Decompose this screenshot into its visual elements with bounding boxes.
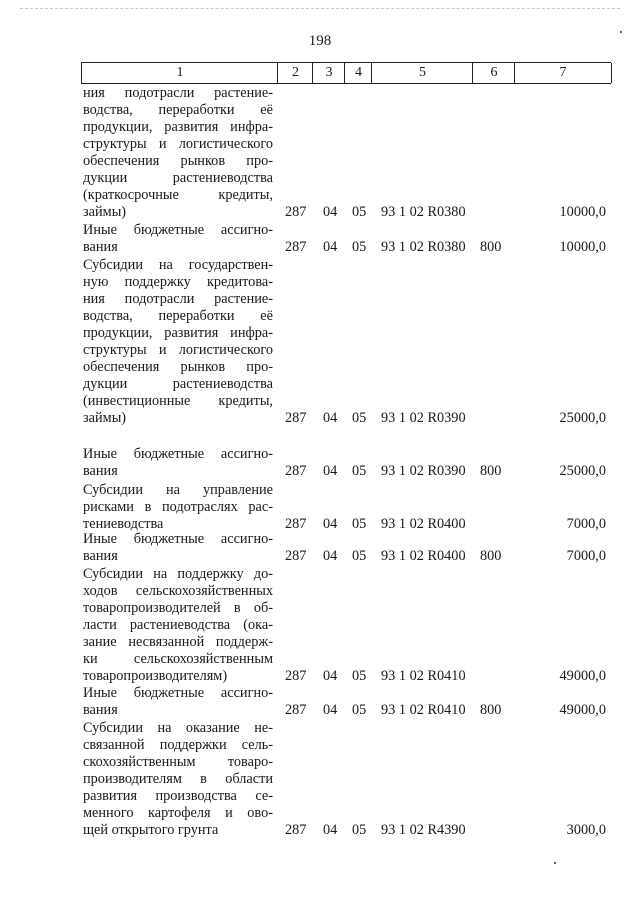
row-description [83, 222, 273, 256]
header-col-7: 7 [514, 63, 612, 83]
cell-ministry-code: 287 [285, 463, 307, 479]
description-line: товаропроизводителей в об- [83, 600, 273, 616]
description-line: продукции, развития инфра- [83, 325, 273, 341]
cell-section-code: 04 [323, 702, 338, 718]
header-col-1: 1 [81, 63, 278, 83]
cell-amount: 25000,0 [559, 463, 606, 479]
description-line: товаропроизводителям) [83, 668, 228, 684]
cell-ministry-code: 287 [285, 668, 307, 684]
cell-target-article: 93 1 02 R0390 [381, 463, 466, 479]
description-line: дукции растениеводства [83, 170, 273, 186]
cell-target-article: 93 1 02 R0380 [381, 204, 466, 220]
scan-top-rule [20, 8, 620, 9]
cell-section-code: 04 [323, 410, 338, 426]
cell-target-article: 93 1 02 R0400 [381, 548, 466, 564]
description-line: вания [83, 548, 118, 564]
description-line: ходов сельскохозяйственных [83, 583, 273, 599]
cell-expense-type: 800 [480, 463, 502, 479]
scan-speck [620, 31, 622, 33]
description-line: структуры и логистического [83, 136, 273, 152]
description-line: рисками в подотраслях рас- [83, 499, 273, 515]
description-line: вания [83, 702, 118, 718]
cell-target-article: 93 1 02 R0410 [381, 668, 466, 684]
cell-amount: 49000,0 [559, 668, 606, 684]
description-line: займы) [83, 410, 127, 426]
cell-subsection-code: 05 [352, 668, 367, 684]
header-col-6: 6 [472, 63, 515, 83]
row-description [83, 257, 273, 427]
cell-target-article: 93 1 02 R0390 [381, 410, 466, 426]
description-line: продукции, развития инфра- [83, 119, 273, 135]
description-line: вания [83, 239, 118, 255]
description-line: водства, переработки её [83, 308, 273, 324]
description-line: обеспечения рынков про- [83, 153, 273, 169]
cell-section-code: 04 [323, 822, 338, 838]
cell-section-code: 04 [323, 463, 338, 479]
description-line: развития производства се- [83, 788, 273, 804]
cell-section-code: 04 [323, 239, 338, 255]
cell-section-code: 04 [323, 668, 338, 684]
description-line: тениеводства [83, 516, 164, 532]
description-line: Иные бюджетные ассигно- [83, 446, 273, 462]
cell-ministry-code: 287 [285, 239, 307, 255]
description-line: дукции растениеводства [83, 376, 273, 392]
cell-ministry-code: 287 [285, 410, 307, 426]
description-line: Субсидии на управление [83, 482, 273, 498]
description-line: щей открытого грунта [83, 822, 219, 838]
cell-amount: 7000,0 [566, 516, 606, 532]
cell-ministry-code: 287 [285, 516, 307, 532]
cell-target-article: 93 1 02 R0400 [381, 516, 466, 532]
description-line: ки сельскохозяйственным [83, 651, 273, 667]
cell-expense-type: 800 [480, 548, 502, 564]
cell-amount: 49000,0 [559, 702, 606, 718]
description-line: ную поддержку кредитова- [83, 274, 273, 290]
description-line: зание несвязанной поддерж- [83, 634, 273, 650]
cell-amount: 7000,0 [566, 548, 606, 564]
row-description [83, 531, 273, 565]
cell-ministry-code: 287 [285, 548, 307, 564]
description-line: Субсидии на государствен- [83, 257, 273, 273]
description-line: (краткосрочные кредиты, [83, 187, 273, 203]
cell-expense-type: 800 [480, 239, 502, 255]
table-header-row [81, 62, 611, 84]
cell-subsection-code: 05 [352, 516, 367, 532]
header-col-2: 2 [277, 63, 313, 83]
description-line: ласти растениеводства (ока- [83, 617, 273, 633]
cell-ministry-code: 287 [285, 204, 307, 220]
description-line: обеспечения рынков про- [83, 359, 273, 375]
description-line: Субсидии на оказание не- [83, 720, 273, 736]
cell-subsection-code: 05 [352, 239, 367, 255]
row-description [83, 85, 273, 221]
description-line: Субсидии на поддержку до- [83, 566, 273, 582]
cell-amount: 25000,0 [559, 410, 606, 426]
cell-section-code: 04 [323, 516, 338, 532]
description-line: Иные бюджетные ассигно- [83, 531, 273, 547]
header-col-3: 3 [312, 63, 345, 83]
description-line: Иные бюджетные ассигно- [83, 222, 273, 238]
cell-subsection-code: 05 [352, 204, 367, 220]
cell-target-article: 93 1 02 R0410 [381, 702, 466, 718]
cell-section-code: 04 [323, 204, 338, 220]
cell-subsection-code: 05 [352, 548, 367, 564]
cell-subsection-code: 05 [352, 822, 367, 838]
row-description [83, 446, 273, 480]
description-line: менного картофеля и ово- [83, 805, 273, 821]
cell-subsection-code: 05 [352, 702, 367, 718]
cell-amount: 10000,0 [559, 239, 606, 255]
row-description [83, 685, 273, 719]
cell-ministry-code: 287 [285, 702, 307, 718]
cell-ministry-code: 287 [285, 822, 307, 838]
description-line: связанной поддержки сель- [83, 737, 273, 753]
description-line: вания [83, 463, 118, 479]
description-line: скохозяйственным товаро- [83, 754, 273, 770]
description-line: водства, переработки её [83, 102, 273, 118]
header-col-5: 5 [371, 63, 473, 83]
description-line: производителям в области [83, 771, 273, 787]
description-line: структуры и логистического [83, 342, 273, 358]
cell-amount: 3000,0 [566, 822, 606, 838]
header-col-4: 4 [344, 63, 372, 83]
description-line: ния подотрасли растение- [83, 85, 273, 101]
row-description [83, 482, 273, 533]
description-line: Иные бюджетные ассигно- [83, 685, 273, 701]
page-number: 198 [308, 33, 332, 49]
cell-target-article: 93 1 02 R0380 [381, 239, 466, 255]
description-line: займы) [83, 204, 127, 220]
row-description [83, 720, 273, 839]
cell-target-article: 93 1 02 R4390 [381, 822, 466, 838]
description-line: (инвестиционные кредиты, [83, 393, 273, 409]
cell-subsection-code: 05 [352, 463, 367, 479]
scan-speck [554, 862, 556, 864]
row-description [83, 566, 273, 685]
description-line: ния подотрасли растение- [83, 291, 273, 307]
cell-expense-type: 800 [480, 702, 502, 718]
cell-amount: 10000,0 [559, 204, 606, 220]
cell-subsection-code: 05 [352, 410, 367, 426]
cell-section-code: 04 [323, 548, 338, 564]
